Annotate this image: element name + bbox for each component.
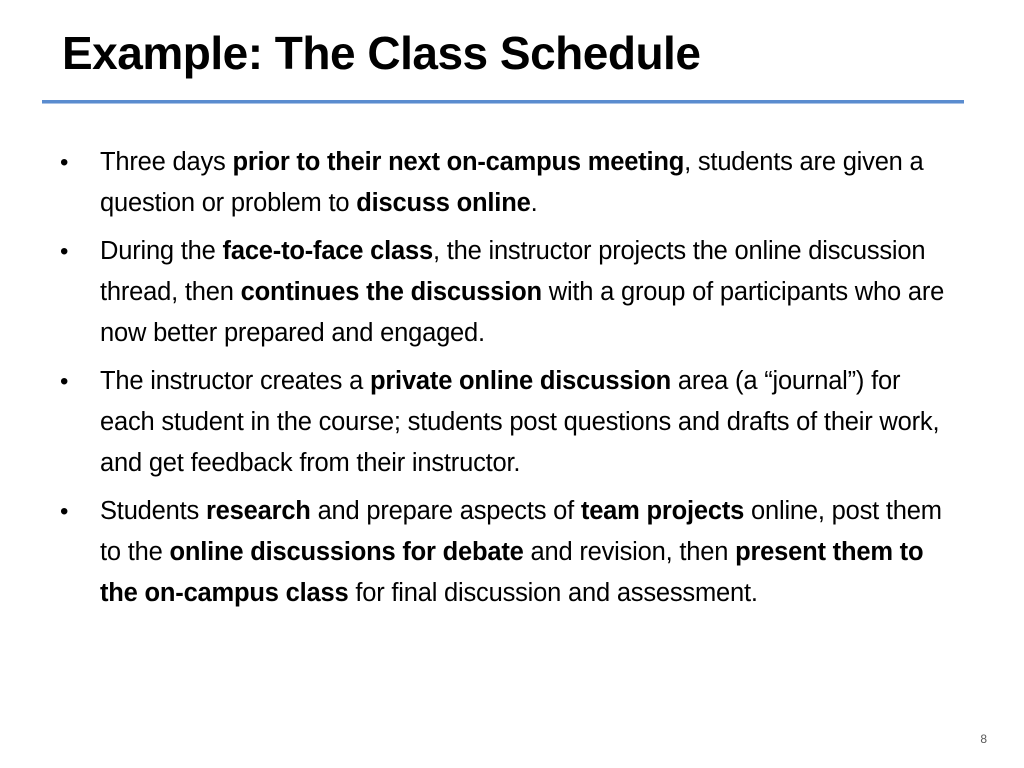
text-segment: with a group of participants who are now better prepared and engaged. <box>100 278 945 347</box>
text-segment: area (a “journal”) for each student in the course; students post questions and drafts of their work, and get feedback from their instructor. <box>100 367 940 477</box>
text-segment: for final discussion and assessment. <box>348 579 758 607</box>
bold-text-segment: present them to the on-campus class <box>100 538 924 607</box>
bold-text-segment: team projects <box>580 497 745 525</box>
bullet-icon: • <box>60 149 69 176</box>
bullet-text <box>100 367 939 477</box>
text-segment: . <box>530 189 538 217</box>
text-segment: and revision, then <box>523 538 736 566</box>
bold-text-segment: prior to their next on-campus meeting <box>232 148 685 176</box>
text-segment: During the <box>100 237 223 265</box>
bold-text-segment: discuss online <box>356 189 531 217</box>
text-segment: and prepare aspects of <box>310 497 581 525</box>
bullet-list <box>60 142 960 614</box>
bold-text-segment: continues the discussion <box>240 278 542 306</box>
slide-title: Example: The Class Schedule <box>62 27 701 79</box>
bold-text-segment: private online discussion <box>369 367 672 395</box>
text-segment: , students are given a question or problem to <box>100 148 924 217</box>
bullet-item <box>60 361 960 484</box>
bullet-icon: • <box>60 368 69 395</box>
text-segment: online, post them to the <box>100 497 942 566</box>
bullet-icon: • <box>60 238 69 265</box>
bullet-text <box>100 497 942 607</box>
title-divider <box>42 100 964 104</box>
page-number: 8 <box>980 732 987 746</box>
text-segment: The instructor creates a <box>100 367 370 395</box>
text-segment: Students <box>100 497 206 525</box>
bullet-text <box>100 237 944 347</box>
bold-text-segment: face-to-face class <box>222 237 433 265</box>
bullet-item <box>60 142 960 224</box>
text-segment: Three days <box>100 148 233 176</box>
bullet-item <box>60 491 960 614</box>
bullet-icon: • <box>60 498 69 525</box>
bold-text-segment: research <box>205 497 311 525</box>
bold-text-segment: online discussions for debate <box>169 538 524 566</box>
text-segment: , the instructor projects the online discussion thread, then <box>100 237 926 306</box>
bullet-text <box>100 148 924 217</box>
bullet-item <box>60 231 960 354</box>
